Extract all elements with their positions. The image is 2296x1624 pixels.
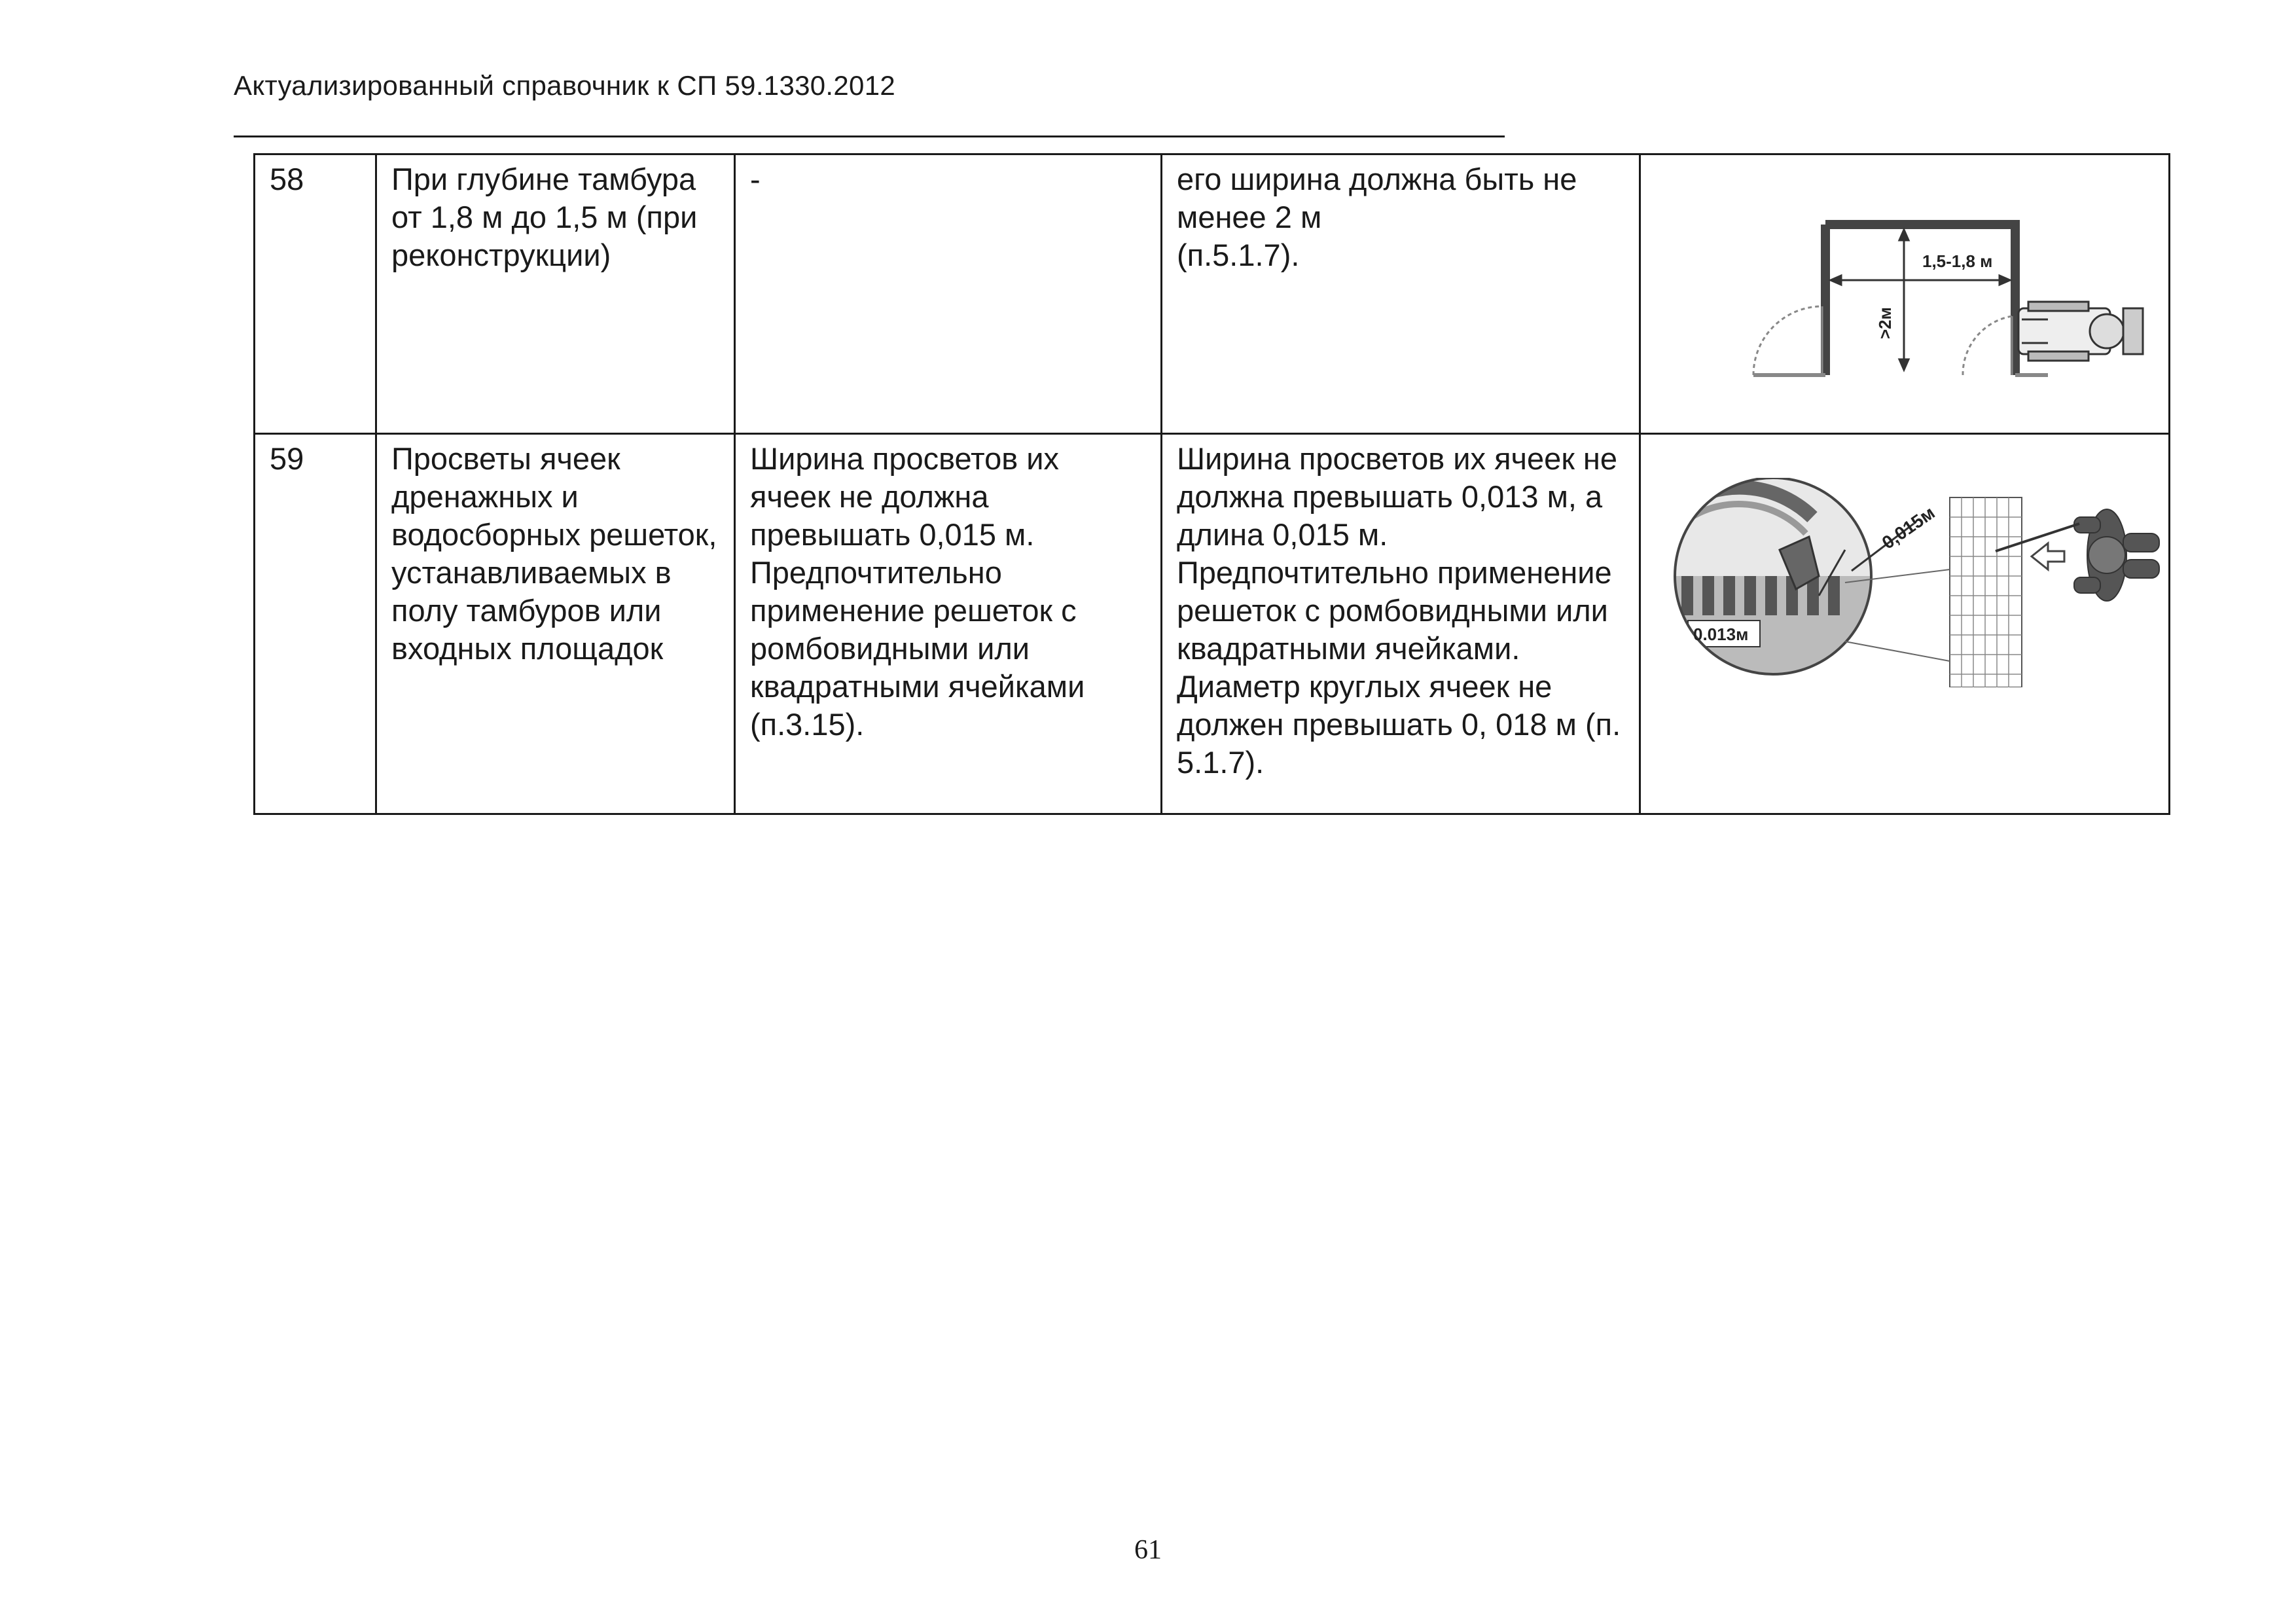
depth-dimension-label: >2м xyxy=(1875,307,1895,339)
page-number: 61 xyxy=(1134,1535,1162,1565)
new-requirement-cell: его ширина должна быть не менее 2 м (п.5.1.7). xyxy=(1162,154,1640,434)
table-row xyxy=(255,434,2170,814)
figure-cell xyxy=(1640,154,2170,434)
old-requirement-cell: - xyxy=(735,154,1162,434)
row-number: 58 xyxy=(255,154,376,434)
person-with-cane-icon xyxy=(2074,509,2159,601)
requirements-table xyxy=(253,153,2170,815)
document-header-title: Актуализированный справочник к СП 59.1330.2012 xyxy=(234,70,896,101)
drainage-grate-diagram xyxy=(1655,478,2172,687)
subject-cell: При глубине тамбура от 1,8 м до 1,5 м (при реконструкции) xyxy=(376,154,735,434)
row-number: 59 xyxy=(255,434,376,814)
grate-width-label: 0.013м xyxy=(1693,624,1749,644)
direction-arrow-icon xyxy=(2032,543,2064,569)
subject-cell: Просветы ячеек дренажных и водосборных решеток, устанавливаемых в полу тамбуров или входных площадок xyxy=(376,434,735,814)
header-divider xyxy=(234,135,1505,137)
width-dimension-label: 1,5-1,8 м xyxy=(1922,251,1993,271)
figure-cell xyxy=(1640,434,2170,814)
wheelchair-user-icon xyxy=(2018,302,2143,361)
vestibule-plan-diagram xyxy=(1655,198,2172,388)
new-requirement-cell: Ширина просветов их ячеек не должна превышать 0,013 м, а длина 0,015 м. Предпочтительно применение решеток с ромбовидными или квадратными ячейками. Диаметр круглых ячеек не должен превышать 0, 018 м (п. 5.1.7). xyxy=(1162,434,1640,814)
table-row xyxy=(255,154,2170,434)
old-requirement-cell: Ширина просветов их ячеек не должна превышать 0,015 м. Предпочтительно применение решеток с ромбовидными или квадратными ячейками (п.3.15). xyxy=(735,434,1162,814)
grate-length-label: 0,015м xyxy=(1878,502,1939,553)
